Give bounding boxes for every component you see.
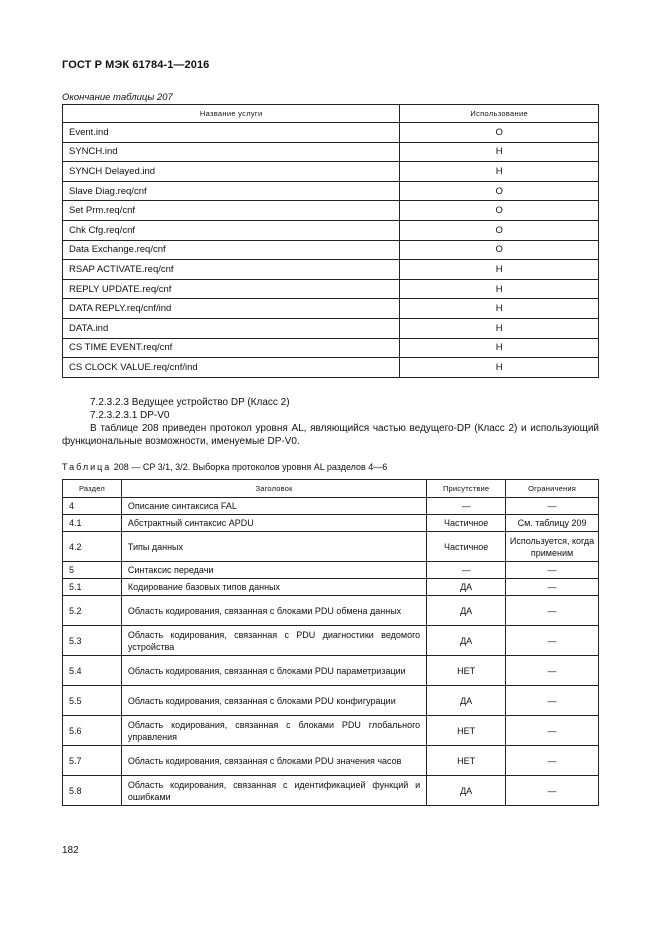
table-row	[63, 515, 599, 532]
table-row	[63, 562, 599, 579]
table-row	[63, 142, 599, 162]
section-heading: 7.2.3.2.3 Ведущее устройство DP (Класс 2)	[90, 397, 290, 408]
limits-value: —	[506, 562, 599, 579]
service-name: Chk Cfg.req/cnf	[63, 220, 400, 240]
table-row	[63, 162, 599, 182]
table-row	[63, 716, 599, 746]
table-row	[63, 358, 599, 378]
presence-value: НЕТ	[427, 656, 506, 686]
service-name: Slave Diag.req/cnf	[63, 181, 400, 201]
service-name: Set Prm.req/cnf	[63, 201, 400, 221]
section-title: Область кодирования, связанная с блоками PDU параметризации	[121, 656, 426, 686]
presence-value: ДА	[427, 626, 506, 656]
table-208-header-row	[63, 480, 599, 498]
section-title: Абстрактный синтаксис APDU	[121, 515, 426, 532]
column-header: Использование	[400, 105, 599, 123]
service-name: REPLY UPDATE.req/cnf	[63, 279, 400, 299]
section-number: 5.3	[63, 626, 122, 656]
limits-value: —	[506, 746, 599, 776]
limits-value: См. таблицу 209	[506, 515, 599, 532]
table-208-caption	[62, 462, 387, 472]
usage-value: O	[400, 220, 599, 240]
table-row	[63, 338, 599, 358]
subsection-heading: 7.2.3.2.3.1 DP-V0	[90, 410, 170, 421]
table-row	[63, 579, 599, 596]
section-number: 4.1	[63, 515, 122, 532]
table-row	[63, 220, 599, 240]
limits-value: —	[506, 626, 599, 656]
presence-value: ДА	[427, 776, 506, 806]
table-row	[63, 626, 599, 656]
column-header: Ограничения	[506, 480, 599, 498]
limits-value: Используется, когда применим	[506, 532, 599, 562]
service-name: CS TIME EVENT.req/cnf	[63, 338, 400, 358]
section-number: 5.2	[63, 596, 122, 626]
table-row	[63, 181, 599, 201]
table-row	[63, 498, 599, 515]
limits-value: —	[506, 716, 599, 746]
section-number: 5.4	[63, 656, 122, 686]
section-title: Область кодирования, связанная с идентификацией функций и ошибками	[121, 776, 426, 806]
limits-value: —	[506, 776, 599, 806]
table-208-caption-text: 208 — CP 3/1, 3/2. Выборка протоколов уровня AL разделов 4—6	[111, 462, 388, 472]
limits-value: —	[506, 596, 599, 626]
service-name: SYNCH.ind	[63, 142, 400, 162]
limits-value: —	[506, 579, 599, 596]
section-title: Область кодирования, связанная с блоками PDU глобального управления	[121, 716, 426, 746]
table-row	[63, 776, 599, 806]
presence-value: Частичное	[427, 532, 506, 562]
service-name: CS CLOCK VALUE.req/cnf/ind	[63, 358, 400, 378]
table-row	[63, 532, 599, 562]
usage-value: H	[400, 279, 599, 299]
presence-value: НЕТ	[427, 746, 506, 776]
service-name: SYNCH Delayed.ind	[63, 162, 400, 182]
service-name: Event.ind	[63, 123, 400, 143]
presence-value: —	[427, 562, 506, 579]
section-title: Область кодирования, связанная с блоками PDU обмена данных	[121, 596, 426, 626]
usage-value: H	[400, 260, 599, 280]
usage-value: H	[400, 358, 599, 378]
limits-value: —	[506, 686, 599, 716]
table-207-header-row	[63, 105, 599, 123]
usage-value: H	[400, 299, 599, 319]
table-row	[63, 656, 599, 686]
limits-value: —	[506, 498, 599, 515]
section-title: Область кодирования, связанная с блоками PDU значения часов	[121, 746, 426, 776]
presence-value: ДА	[427, 579, 506, 596]
section-title: Область кодирования, связанная с блоками PDU конфигурации	[121, 686, 426, 716]
column-header: Название услуги	[63, 105, 400, 123]
section-title: Область кодирования, связанная с PDU диагностики ведомого устройства	[121, 626, 426, 656]
section-number: 5.7	[63, 746, 122, 776]
service-name: DATA REPLY.req/cnf/ind	[63, 299, 400, 319]
section-number: 5.8	[63, 776, 122, 806]
section-number: 4	[63, 498, 122, 515]
section-title: Кодирование базовых типов данных	[121, 579, 426, 596]
table-row	[63, 240, 599, 260]
table-row	[63, 123, 599, 143]
section-number: 5	[63, 562, 122, 579]
table-row	[63, 746, 599, 776]
table-208-caption-prefix: Таблица	[62, 462, 112, 472]
section-title: Типы данных	[121, 532, 426, 562]
usage-value: O	[400, 240, 599, 260]
usage-value: O	[400, 201, 599, 221]
table-row	[63, 318, 599, 338]
limits-value: —	[506, 656, 599, 686]
column-header: Заголовок	[121, 480, 426, 498]
usage-value: O	[400, 123, 599, 143]
presence-value: —	[427, 498, 506, 515]
usage-value: H	[400, 142, 599, 162]
service-name: RSAP ACTIVATE.req/cnf	[63, 260, 400, 280]
table-row	[63, 686, 599, 716]
table-row	[63, 201, 599, 221]
table-row	[63, 279, 599, 299]
table-row	[63, 596, 599, 626]
usage-value: H	[400, 318, 599, 338]
presence-value: ДА	[427, 686, 506, 716]
table-row	[63, 299, 599, 319]
section-number: 5.5	[63, 686, 122, 716]
section-number: 5.1	[63, 579, 122, 596]
document-header: ГОСТ Р МЭК 61784-1—2016	[62, 59, 210, 71]
section-title: Описание синтаксиса FAL	[121, 498, 426, 515]
presence-value: НЕТ	[427, 716, 506, 746]
column-header: Присутствие	[427, 480, 506, 498]
section-number: 5.6	[63, 716, 122, 746]
service-name: Data Exchange.req/cnf	[63, 240, 400, 260]
service-name: DATA.ind	[63, 318, 400, 338]
presence-value: Частичное	[427, 515, 506, 532]
section-title: Синтаксис передачи	[121, 562, 426, 579]
column-header: Раздел	[63, 480, 122, 498]
table-208	[62, 479, 599, 806]
section-number: 4.2	[63, 532, 122, 562]
presence-value: ДА	[427, 596, 506, 626]
usage-value: O	[400, 181, 599, 201]
body-paragraph: В таблице 208 приведен протокол уровня AL, являющийся частью ведущего-DP (Класс 2) и использующий функциональные возможности, именуемые DP-V0.	[62, 423, 599, 447]
usage-value: H	[400, 338, 599, 358]
table-207-caption: Окончание таблицы 207	[62, 92, 173, 103]
table-row	[63, 260, 599, 280]
page-number: 182	[62, 845, 79, 856]
table-207	[62, 104, 599, 378]
usage-value: H	[400, 162, 599, 182]
